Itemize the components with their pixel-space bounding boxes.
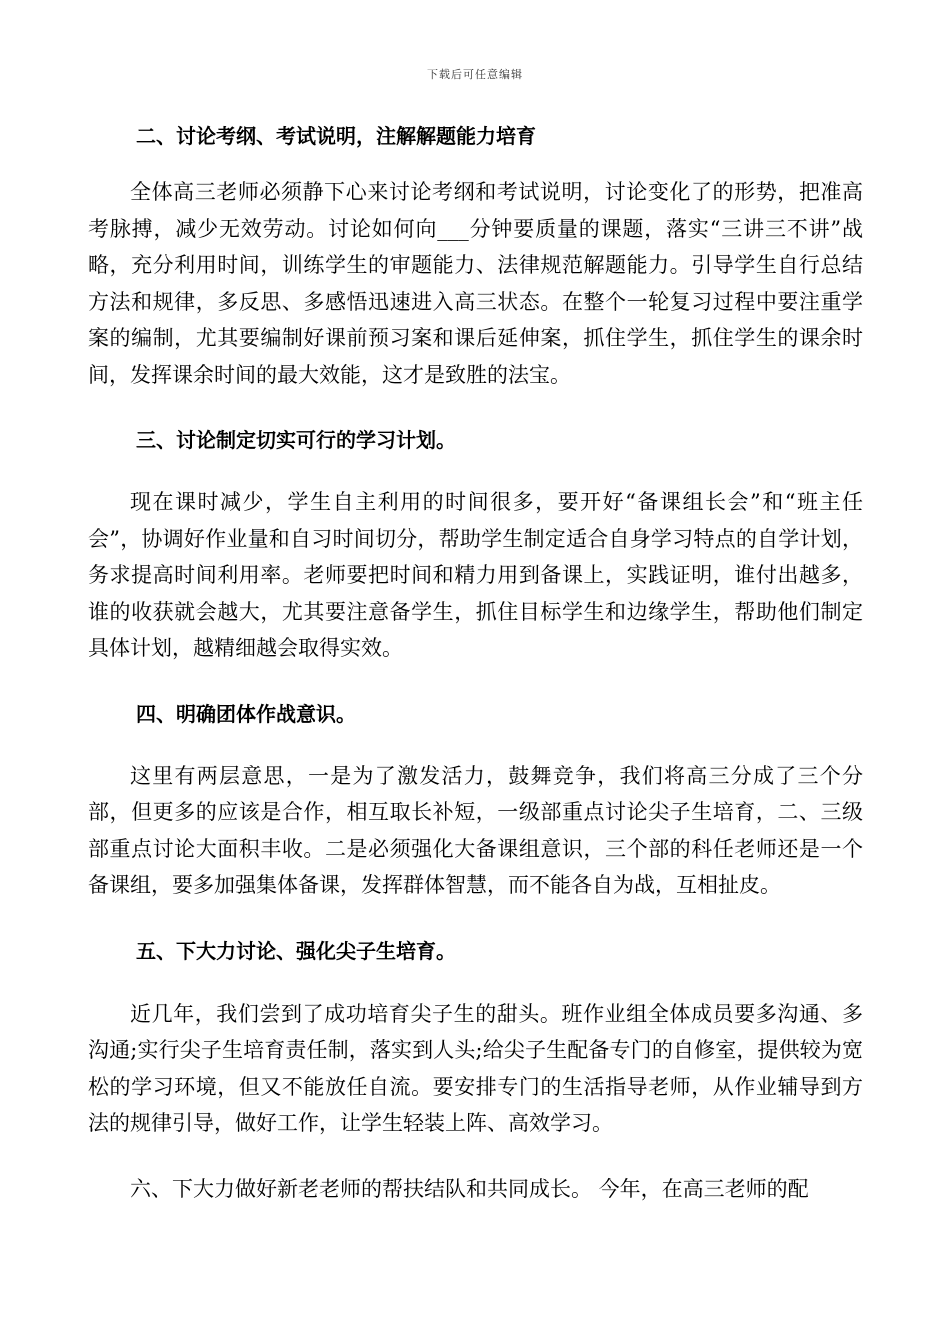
section-paragraph-4: 这里有两层意思，一是为了激发活力，鼓舞竞争，我们将高三分成了三个分部，但更多的应该是合作，相互取长补短，一级部重点讨论尖子生培育，二、三级部重点讨论大面积丰收。二是必须强化大备课组意识，三个部的科任老师还是一个备课组，要多加强集体备课，发挥群体智慧，而不能各自为战，互相扯皮。 [88, 763, 863, 897]
section-paragraph-2: 全体高三老师必须静下心来讨论考纲和考试说明，讨论变化了的形势，把准高考脉搏，减少无效劳动。讨论如何向___分钟要质量的课题，落实“三讲三不讲”战略，充分利用时间，训练学生的审题能力、法律规范解题能力。引导学生自行总结方法和规律，多反思、多感悟迅速进入高三状态。在整个一轮复习过程中要注重学案的编制，尤其要编制好课前预习案和课后延伸案，抓住学生，抓住学生的课余时间，发挥课余时间的最大效能，这才是致胜的法宝。 [88, 180, 863, 387]
section-paragraph-6-start: 六、下大力做好新老老师的帮扶结队和共同成长。 今年，在高三老师的配 [130, 1176, 809, 1201]
section-paragraph-5: 近几年，我们尝到了成功培育尖子生的甜头。班作业组全体成员要多沟通、多沟通;实行尖子生培育责任制，落实到人头;给尖子生配备专门的自修室，提供较为宽松的学习环境，但又不能放任自流。要安排专门的生活指导老师，从作业辅导到方法的规律引导，做好工作，让学生轻装上阵、高效学习。 [88, 1001, 863, 1135]
section-paragraph-3: 现在课时减少，学生自主利用的时间很多，要开好“备课组长会”和“班主任会”，协调好作业量和自习时间切分，帮助学生制定适合自身学习特点的自学计划，务求提高时间利用率。老师要把时间和精力用到备课上，实践证明，谁付出越多，谁的收获就会越大，尤其要注意备学生，抓住目标学生和边缘学生，帮助他们制定具体计划，越精细越会取得实效。 [88, 490, 863, 660]
section-heading-5: 五、下大力讨论、强化尖子生培育。 [136, 938, 456, 963]
section-heading-2: 二、讨论考纲、考试说明，注解解题能力培育 [136, 124, 536, 148]
document-body [88, 118, 863, 1207]
page-header-note: 下载后可任意编辑 [427, 68, 523, 81]
section-heading-3: 三、讨论制定切实可行的学习计划。 [136, 428, 456, 452]
section-heading-4: 四、明确团体作战意识。 [136, 701, 356, 726]
